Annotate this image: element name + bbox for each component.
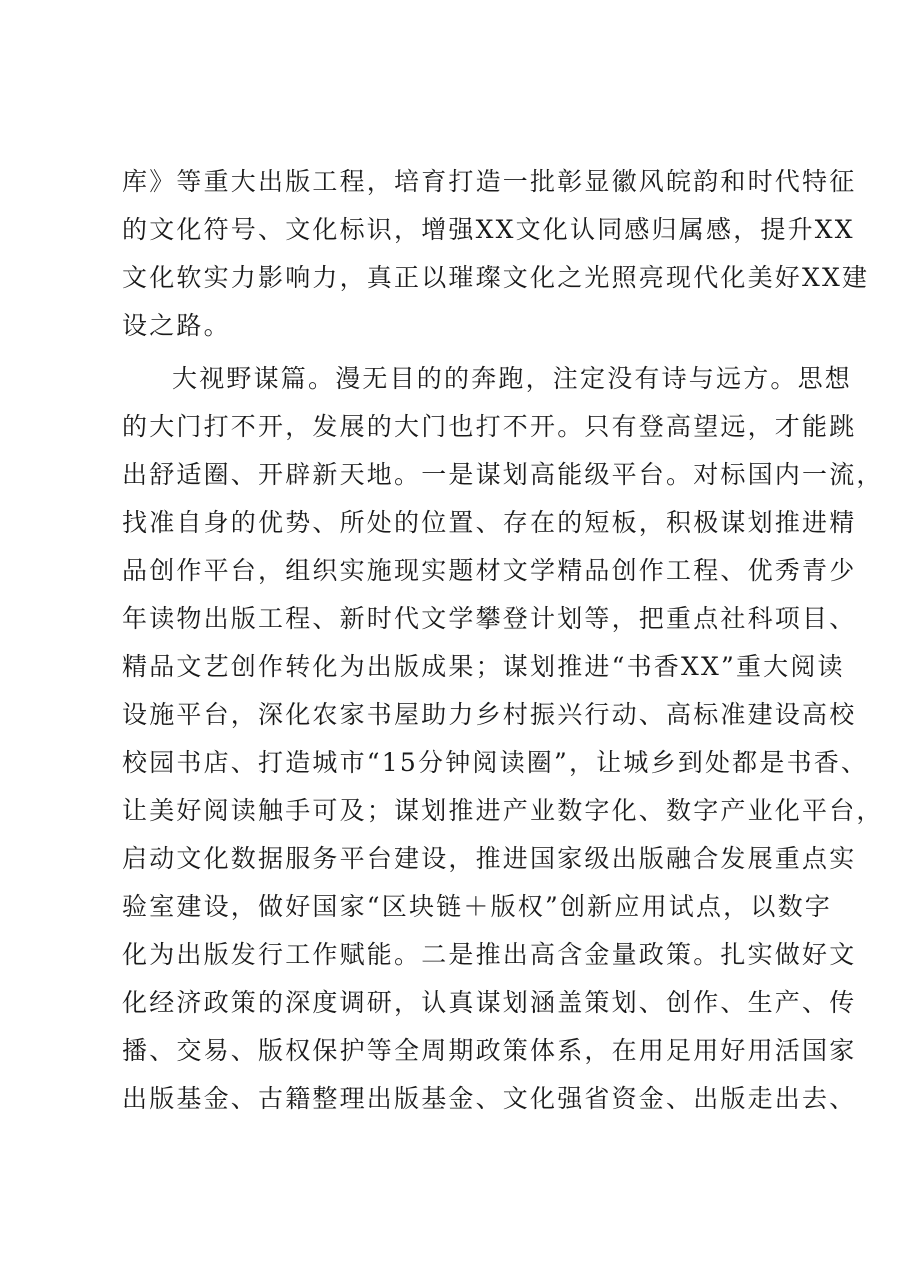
paragraph-2-line-9: 校园书店、打造城市“15分钟阅读圈”，让城乡到处都是书香、 bbox=[122, 748, 869, 777]
paragraph-2-line-14: 化经济政策的深度调研，认真谋划涵盖策划、创作、生产、传 bbox=[122, 988, 857, 1017]
paragraph-1-line-3: 文化软实力影响力，真正以璀璨文化之光照亮现代化美好XX建 bbox=[122, 263, 870, 292]
paragraph-2-line-13: 化为出版发行工作赋能。二是推出高含金量政策。扎实做好文 bbox=[122, 940, 857, 969]
paragraph-2-line-2: 的大门打不开，发展的大门也打不开。只有登高望远，才能跳 bbox=[122, 412, 857, 441]
paragraph-2-line-4: 找准自身的优势、所处的位置、存在的短板，积极谋划推进精 bbox=[122, 508, 857, 537]
paragraph-2-line-1: 大视野谋篇。漫无目的的奔跑，注定没有诗与远方。思想 bbox=[172, 364, 853, 393]
paragraph-2-line-15: 播、交易、版权保护等全周期政策体系，在用足用好用活国家 bbox=[122, 1036, 857, 1065]
paragraph-2-line-3: 出舒适圈、开辟新天地。一是谋划高能级平台。对标国内一流， bbox=[122, 460, 884, 489]
paragraph-2-line-7: 精品文艺创作转化为出版成果；谋划推进“书香XX”重大阅读 bbox=[122, 652, 845, 681]
paragraph-2-line-12: 验室建设，做好国家“区块链＋版权”创新应用试点，以数字 bbox=[122, 892, 832, 921]
paragraph-2-line-16: 出版基金、古籍整理出版基金、文化强省资金、出版走出去、 bbox=[122, 1084, 857, 1113]
paragraph-2-line-8: 设施平台，深化农家书屋助力乡村振兴行动、高标准建设高校 bbox=[122, 700, 857, 729]
paragraph-1-line-4: 设之路。 bbox=[122, 311, 231, 340]
paragraph-2-line-11: 启动文化数据服务平台建设，推进国家级出版融合发展重点实 bbox=[122, 844, 857, 873]
paragraph-2-line-6: 年读物出版工程、新时代文学攀登计划等，把重点社科项目、 bbox=[122, 604, 857, 633]
paragraph-1-line-1: 库》等重大出版工程，培育打造一批彰显徽风皖韵和时代特征 bbox=[122, 167, 857, 196]
paragraph-2-line-5: 品创作平台，组织实施现实题材文学精品创作工程、优秀青少 bbox=[122, 556, 857, 585]
paragraph-1-line-2: 的文化符号、文化标识，增强XX文化认同感归属感，提升XX bbox=[122, 215, 855, 244]
paragraph-2-line-10: 让美好阅读触手可及；谋划推进产业数字化、数字产业化平台， bbox=[122, 796, 884, 825]
